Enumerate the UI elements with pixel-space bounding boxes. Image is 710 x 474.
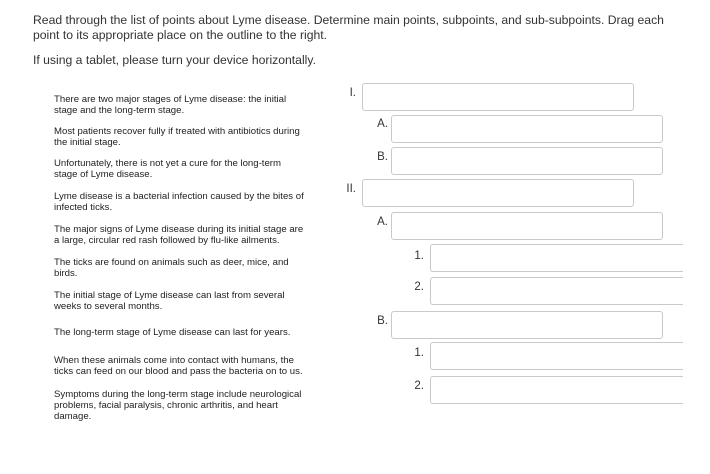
drop-slot-II-B[interactable] <box>391 311 663 339</box>
point-item[interactable]: The ticks are found on animals such as deer, mice, and birds. <box>54 257 289 279</box>
drop-slot-II-B-1[interactable] <box>430 342 683 370</box>
drop-slot-II-B-2[interactable] <box>430 376 683 404</box>
outline-label-II-A: A. <box>377 216 388 228</box>
outline-label-II-B-2: 2. <box>414 380 424 392</box>
point-item[interactable]: The major signs of Lyme disease during its initial stage are a large, circular red rash followed by flu-like ailments. <box>54 224 304 246</box>
drop-slot-I[interactable] <box>362 83 634 111</box>
outline-label-II-A-1: 1. <box>414 250 424 262</box>
outline-label-II-A-2: 2. <box>414 281 424 293</box>
point-item[interactable]: Lyme disease is a bacterial infection caused by the bites of infected ticks. <box>54 191 304 213</box>
instructions-tablet: If using a tablet, please turn your device horizontally. <box>33 53 316 67</box>
point-item[interactable]: The long-term stage of Lyme disease can last for years. <box>54 327 291 338</box>
instructions-main: Read through the list of points about Lyme disease. Determine main points, subpoints, and sub-subpoints. Drag each point to its appropriate place on the outline to the right. <box>33 13 664 42</box>
point-item[interactable]: Most patients recover fully if treated with antibiotics during the initial stage. <box>54 126 300 148</box>
drop-slot-II-A-1[interactable] <box>430 244 683 272</box>
outline-label-II: II. <box>346 183 356 195</box>
drop-slot-II-A-2[interactable] <box>430 277 683 305</box>
point-item[interactable]: Unfortunately, there is not yet a cure for the long-term stage of Lyme disease. <box>54 158 281 180</box>
outline-label-I-A: A. <box>377 118 388 130</box>
outline-label-I: I. <box>349 87 356 99</box>
point-item[interactable]: There are two major stages of Lyme disease: the initial stage and the long-term stage. <box>54 94 287 116</box>
point-item[interactable]: Symptoms during the long-term stage include neurological problems, facial paralysis, chronic arthritis, and heart damage. <box>54 389 302 422</box>
point-item[interactable]: When these animals come into contact with humans, the ticks can feed on our blood and pass the bacteria on to us. <box>54 355 303 377</box>
drop-slot-I-A[interactable] <box>391 115 663 143</box>
point-item[interactable]: The initial stage of Lyme disease can last from several weeks to several months. <box>54 290 285 312</box>
outline-label-II-B: B. <box>377 315 388 327</box>
drop-slot-II-A[interactable] <box>391 212 663 240</box>
drop-slot-I-B[interactable] <box>391 147 663 175</box>
outline-label-I-B: B. <box>377 151 388 163</box>
instructions <box>33 13 693 68</box>
drop-slot-II[interactable] <box>362 179 634 207</box>
outline-label-II-B-1: 1. <box>414 347 424 359</box>
